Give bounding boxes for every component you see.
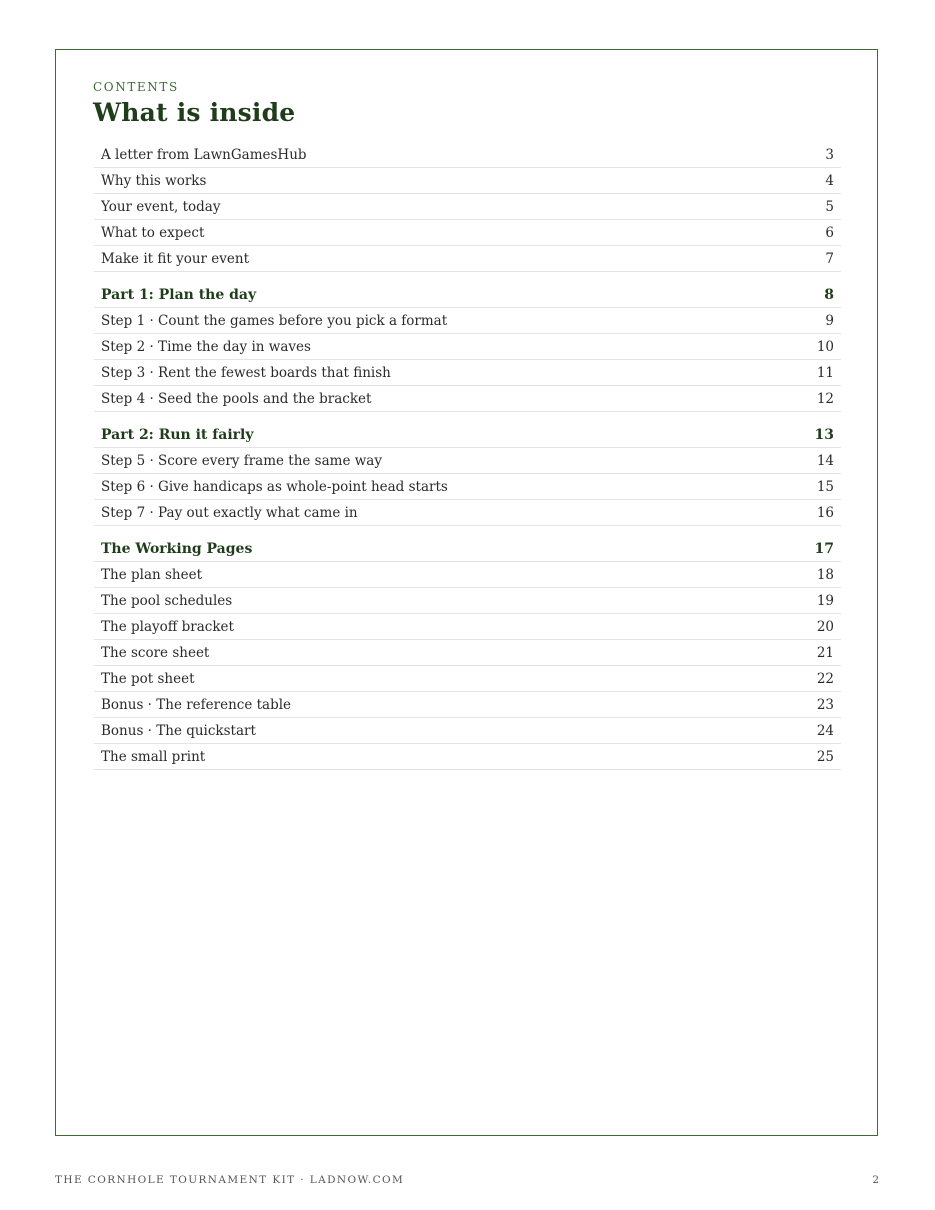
toc-entry-label: Why this works	[101, 173, 207, 189]
toc-entry-page-number: 19	[816, 593, 834, 609]
page-title: What is inside	[93, 98, 296, 127]
toc-entry-label: Step 4 · Seed the pools and the bracket	[101, 391, 372, 407]
toc-entry[interactable]	[94, 562, 841, 588]
toc-entry[interactable]	[94, 334, 841, 360]
toc-entry-label: What to expect	[101, 225, 205, 241]
toc-entry-page-number: 7	[825, 251, 834, 267]
toc-entry-label: Bonus · The quickstart	[101, 723, 256, 739]
toc-entry[interactable]	[94, 220, 841, 246]
toc-entry-label: The pot sheet	[101, 671, 195, 687]
toc-entry-label: Make it fit your event	[101, 251, 250, 267]
toc-entry-page-number: 4	[825, 173, 834, 189]
toc-entry-page-number: 25	[816, 749, 834, 765]
toc-entry-page-number: 18	[816, 567, 834, 583]
toc-entry-page-number: 11	[816, 365, 834, 381]
section-eyebrow: CONTENTS	[93, 80, 179, 94]
toc-entry[interactable]	[94, 718, 841, 744]
toc-entry-label: The small print	[101, 749, 206, 765]
toc-entry-page-number: 12	[816, 391, 834, 407]
toc-entry[interactable]	[94, 168, 841, 194]
footer-title: THE CORNHOLE TOURNAMENT KIT · LADNOW.COM	[55, 1174, 405, 1186]
toc-entry-label: Part 1: Plan the day	[101, 287, 257, 303]
toc-entry-label: Bonus · The reference table	[101, 697, 292, 713]
toc-entry-page-number: 14	[816, 453, 834, 469]
toc-entry[interactable]	[94, 500, 841, 526]
toc-entry-label: The score sheet	[101, 645, 210, 661]
toc-entry[interactable]	[94, 194, 841, 220]
toc-entry-page-number: 3	[825, 147, 834, 163]
toc-entry[interactable]	[94, 386, 841, 412]
toc-entry[interactable]	[94, 744, 841, 770]
toc-entry[interactable]	[94, 640, 841, 666]
toc-entry[interactable]	[94, 360, 841, 386]
toc-entry-page-number: 10	[816, 339, 834, 355]
toc-entry-page-number: 9	[825, 313, 834, 329]
toc-entry-page-number: 5	[825, 199, 834, 215]
toc-entry[interactable]	[94, 448, 841, 474]
toc-entry[interactable]	[94, 142, 841, 168]
footer-page-number: 2	[872, 1174, 879, 1186]
table-of-contents	[94, 142, 841, 770]
toc-entry-label: Step 3 · Rent the fewest boards that finish	[101, 365, 391, 381]
toc-entry-page-number: 16	[816, 505, 834, 521]
toc-part-heading[interactable]	[94, 412, 841, 448]
toc-part-heading[interactable]	[94, 526, 841, 562]
toc-entry-label: Step 6 · Give handicaps as whole-point head starts	[101, 479, 448, 495]
toc-entry-page-number: 23	[816, 697, 834, 713]
toc-entry-page-number: 20	[816, 619, 834, 635]
toc-entry-label: Step 1 · Count the games before you pick a format	[101, 313, 448, 329]
toc-entry-page-number: 6	[825, 225, 834, 241]
toc-entry-page-number: 15	[816, 479, 834, 495]
toc-entry-label: Your event, today	[101, 199, 221, 215]
toc-entry-label: Step 5 · Score every frame the same way	[101, 453, 382, 469]
toc-entry-page-number: 8	[824, 287, 834, 303]
toc-entry-label: The playoff bracket	[101, 619, 234, 635]
toc-entry-page-number: 21	[816, 645, 834, 661]
toc-entry-label: The Working Pages	[101, 541, 253, 557]
toc-entry-label: The pool schedules	[101, 593, 233, 609]
toc-entry-label: Step 2 · Time the day in waves	[101, 339, 311, 355]
toc-entry-label: The plan sheet	[101, 567, 202, 583]
toc-entry[interactable]	[94, 246, 841, 272]
toc-entry[interactable]	[94, 614, 841, 640]
toc-entry-page-number: 17	[814, 541, 834, 557]
toc-entry[interactable]	[94, 692, 841, 718]
toc-entry-page-number: 24	[816, 723, 834, 739]
toc-entry-label: A letter from LawnGamesHub	[101, 147, 307, 163]
toc-entry[interactable]	[94, 474, 841, 500]
toc-entry-page-number: 13	[814, 427, 834, 443]
toc-entry-page-number: 22	[816, 671, 834, 687]
toc-entry[interactable]	[94, 588, 841, 614]
toc-entry[interactable]	[94, 308, 841, 334]
toc-part-heading[interactable]	[94, 272, 841, 308]
toc-entry-label: Step 7 · Pay out exactly what came in	[101, 505, 358, 521]
toc-entry[interactable]	[94, 666, 841, 692]
toc-entry-label: Part 2: Run it fairly	[101, 427, 254, 443]
